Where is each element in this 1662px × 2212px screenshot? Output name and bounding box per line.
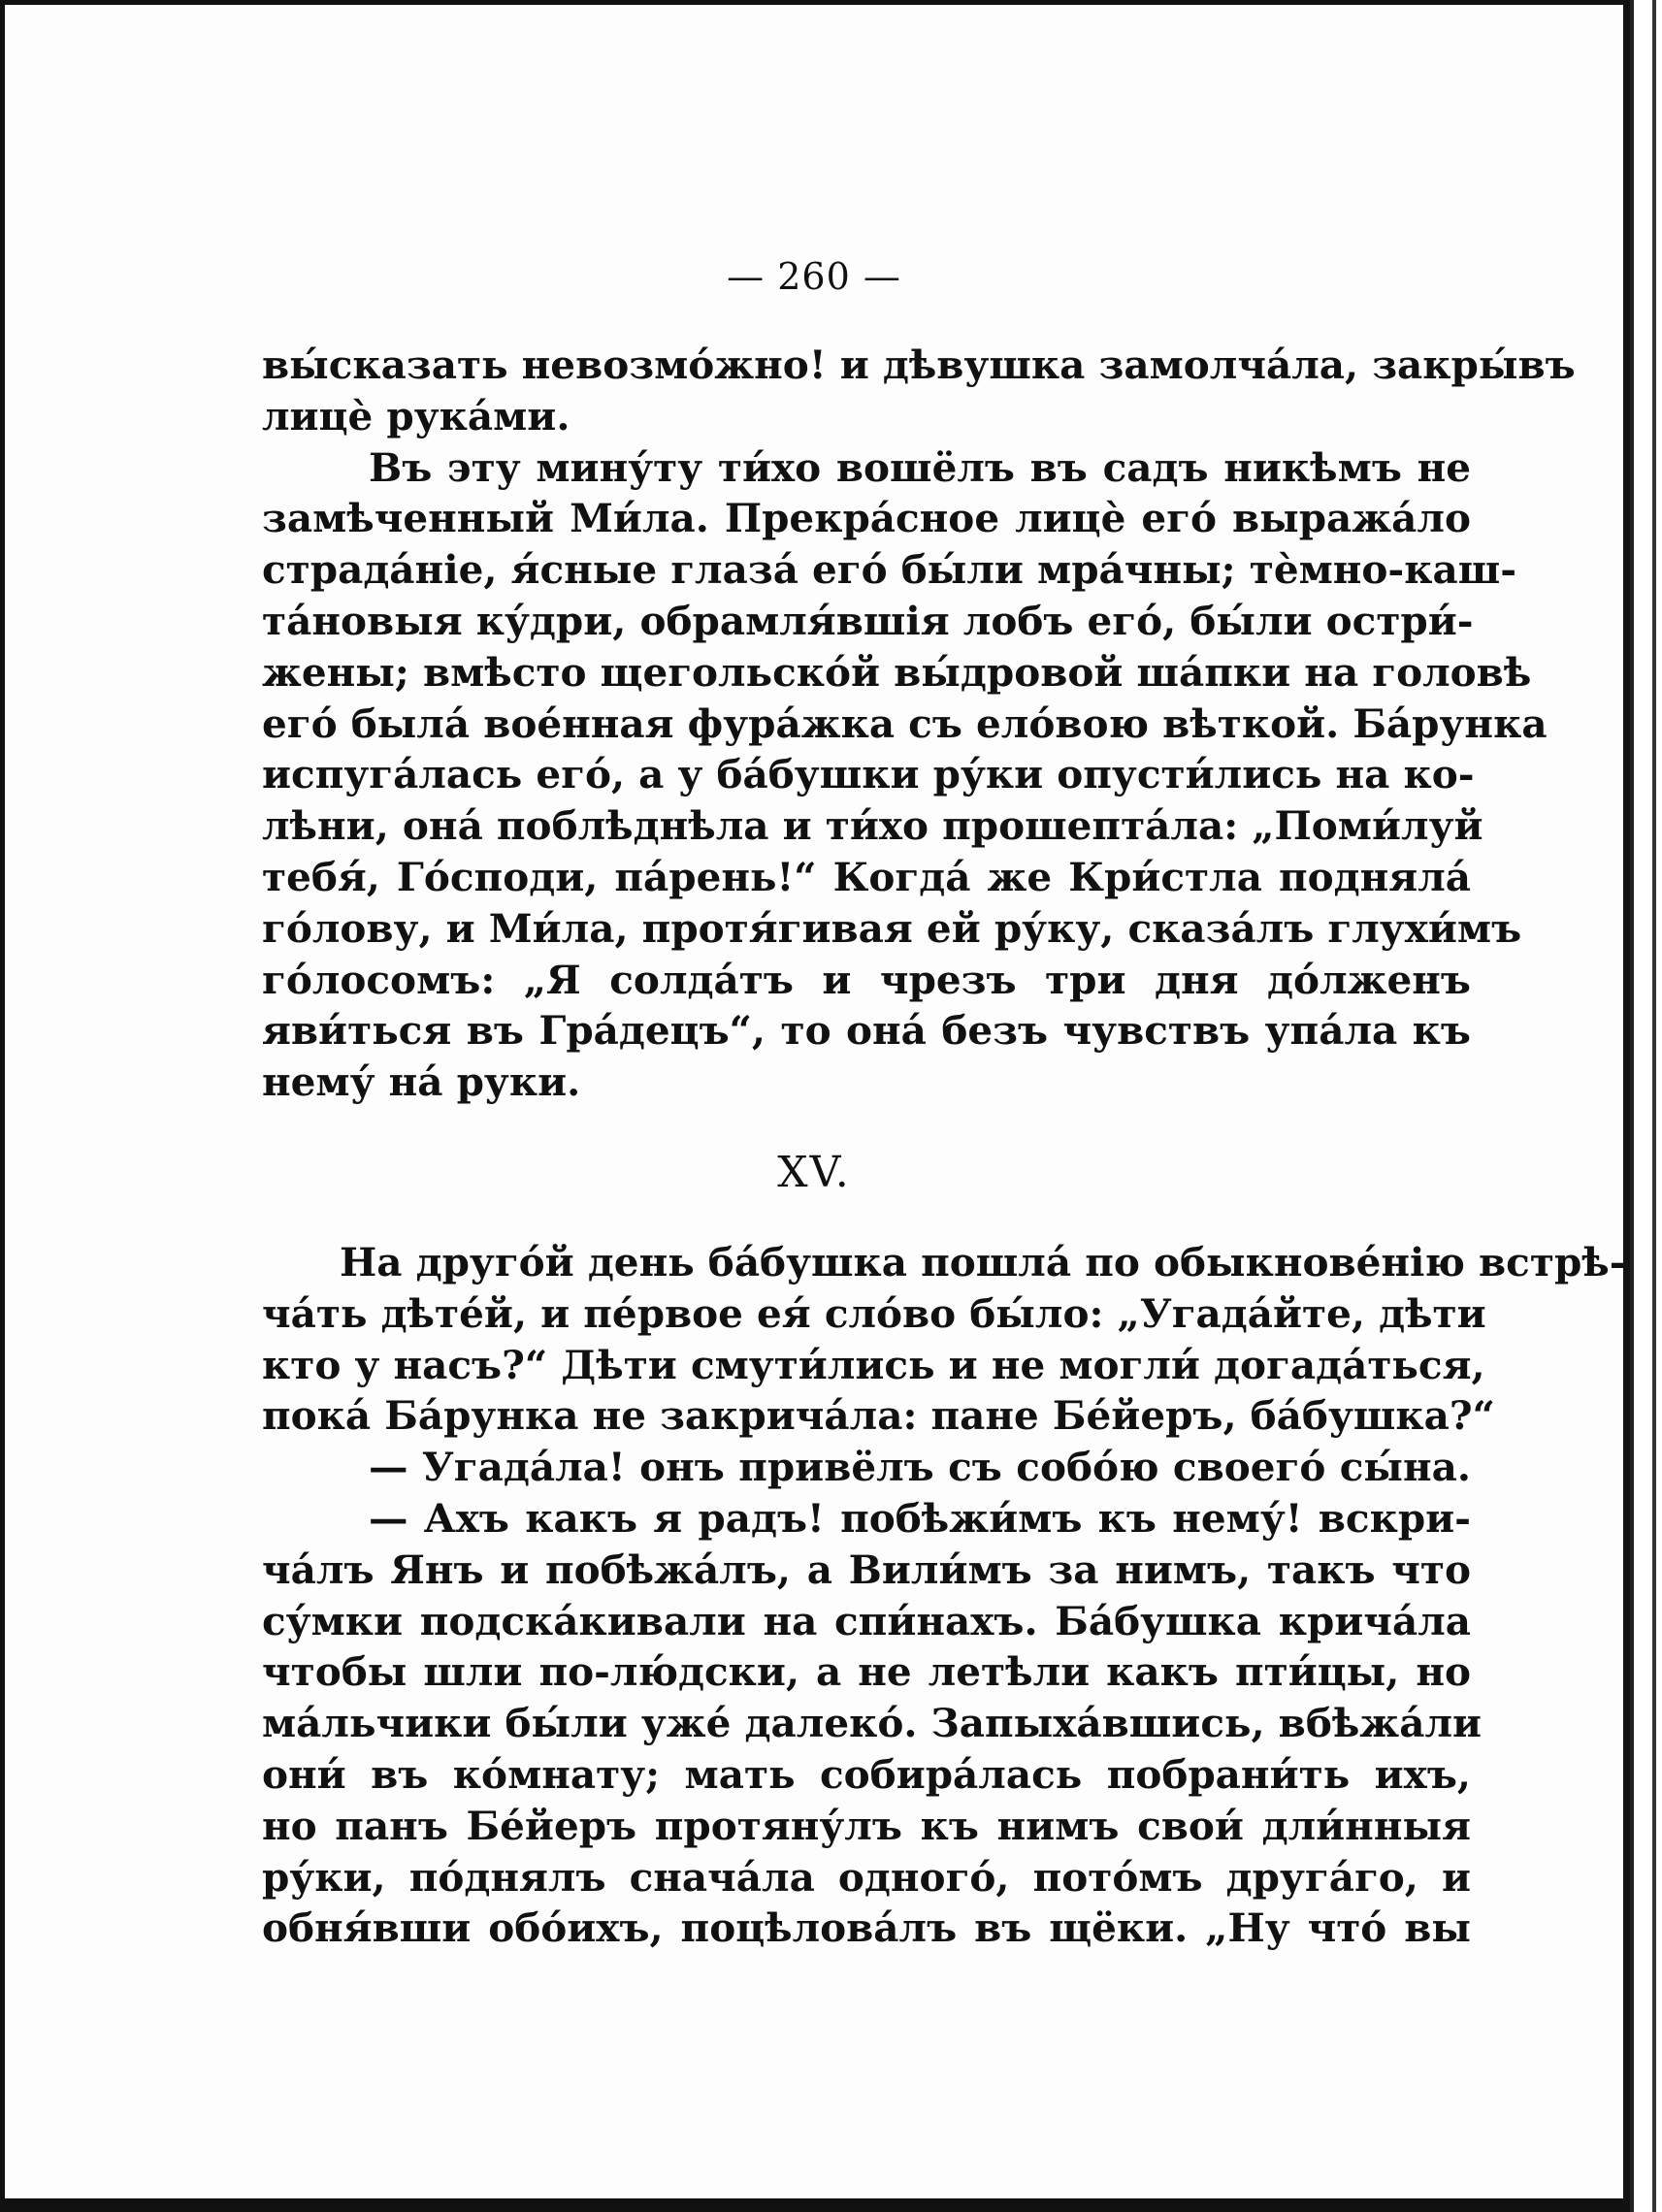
page-number: — 260 — xyxy=(727,255,901,298)
text-line: замѣченный Ми́ла. Прекра́сное лицѐ его́ выража́ло xyxy=(262,495,1471,542)
text-line: ча́ть дѣте́й, и пе́рвое ея́ сло́во бы́ло: „Угада́йте, дѣти xyxy=(262,1289,1486,1337)
text-line: ча́лъ Янъ и побѣжа́лъ, а Вили́мъ за нимъ, такъ что xyxy=(262,1545,1471,1593)
text-line: — Угада́ла! онъ привёлъ съ собо́ю своего́ сы́на. xyxy=(369,1444,1471,1491)
text-block-bottom xyxy=(262,1237,1626,1954)
text-line: су́мки подска́кивали на спи́нахъ. Ба́бушка крича́ла xyxy=(262,1597,1471,1644)
text-line: лицѐ рука́ми. xyxy=(262,392,570,439)
text-line: яви́ться въ Гра́децъ“, то она́ безъ чувствъ упа́ла къ xyxy=(262,1007,1471,1055)
text-line: го́лову, и Ми́ла, протя́гивая ей ру́ку, сказа́лъ глухи́мъ xyxy=(262,904,1522,952)
text-line: Въ эту мину́ту ти́хо вошёлъ въ садъ никѣмъ не xyxy=(369,443,1471,491)
adjacent-page-edge xyxy=(1630,0,1662,2212)
text-line: испуга́лась его́, а у ба́бушки ру́ки опусти́лись на ко- xyxy=(262,751,1475,798)
text-line: страда́ніе, я́сные глаза́ его́ бы́ли мра́чны; тѐмно-каш- xyxy=(262,546,1517,594)
text-line: На друго́й день ба́бушка пошла́ по обыкнове́нію встрѣ- xyxy=(340,1239,1626,1285)
text-line: ма́льчики бы́ли уже́ далеко́. Запыха́вшись, вбѣжа́ли xyxy=(262,1700,1483,1747)
text-line: они́ въ ко́мнату; мать собира́лась побрани́ть ихъ, xyxy=(262,1750,1471,1798)
text-line: пока́ Ба́рунка не закрича́ла: пане Бе́йеръ, ба́бушка?“ xyxy=(262,1392,1495,1440)
text-line: но панъ Бе́йеръ протяну́лъ къ нимъ свои́ дли́нныя xyxy=(262,1802,1471,1849)
text-line: — Ахъ какъ я радъ! побѣжи́мъ къ нему́! вскри- xyxy=(369,1494,1471,1542)
text-line: лѣни, она́ поблѣднѣла и ти́хо прошепта́ла: „Поми́луй xyxy=(262,802,1483,850)
text-line: чтобы шли по-лю́дски, а не летѣли какъ пти́цы, но xyxy=(262,1648,1471,1696)
chapter-heading: XV. xyxy=(777,1148,851,1197)
text-line: тебя́, Го́споди, па́рень!“ Когда́ же Кри́стла подняла́ xyxy=(262,853,1471,900)
text-line: вы́сказать невозмо́жно! и дѣвушка замолча́ла, закры́въ xyxy=(262,342,1576,388)
text-line: го́лосомъ: „Я солда́тъ и чрезъ три дня до́лженъ xyxy=(262,956,1471,1003)
text-line: обня́вши обо́ихъ, поцѣлова́лъ въ щёки. „Ну что́ вы xyxy=(262,1904,1471,1952)
text-line: ру́ки, по́днялъ снача́ла одного́, пото́мъ друга́го, и xyxy=(262,1853,1471,1901)
text-block-top xyxy=(262,340,1576,1108)
text-line: нему́ на́ руки. xyxy=(262,1058,581,1106)
text-line: жены; вмѣсто щегольско́й вы́дровой ша́пки на головѣ xyxy=(262,648,1532,696)
page-edge-line xyxy=(1652,0,1656,2212)
text-line: та́новыя ку́дри, обрамля́вшія лобъ его́, бы́ли остри́- xyxy=(262,597,1474,644)
text-line: его́ была́ вое́нная фура́жка съ ело́вою вѣткой. Ба́рунка xyxy=(262,699,1548,747)
text-line: кто у насъ?“ Дѣти смути́лись и не могли́ догада́ться, xyxy=(262,1341,1485,1388)
